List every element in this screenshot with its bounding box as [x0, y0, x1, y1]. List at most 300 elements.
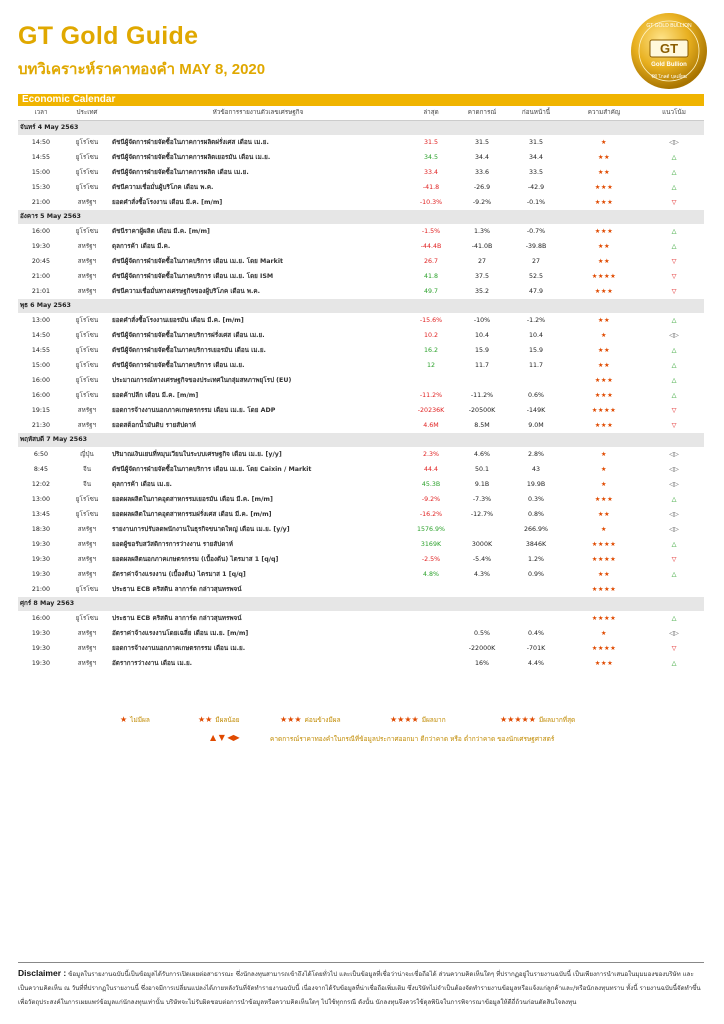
event-country: ยูโรโซน — [75, 377, 99, 384]
legend-item — [390, 715, 446, 725]
event-time: 14:50 — [31, 332, 51, 339]
event-previous: -701K — [526, 645, 546, 652]
table-row — [18, 447, 704, 462]
event-previous: 4.4% — [528, 660, 544, 667]
event-previous: 1.2% — [528, 556, 544, 563]
event-actual: -15.6% — [419, 317, 443, 324]
event-time: 21:00 — [31, 273, 51, 280]
col-country-header: ประเทศ — [64, 106, 110, 121]
event-country: สหรัฐฯ — [77, 407, 97, 414]
event-trend: △ — [671, 377, 677, 384]
event-importance: ★ — [600, 630, 608, 637]
table-row — [18, 269, 704, 284]
table-row — [18, 418, 704, 433]
event-country: สหรัฐฯ — [77, 199, 97, 206]
event-importance: ★ — [600, 466, 608, 473]
event-trend: △ — [671, 169, 677, 176]
table-row — [18, 284, 704, 299]
event-forecast: 34.4 — [474, 154, 490, 161]
table-row — [18, 567, 704, 582]
event-country: สหรัฐฯ — [77, 630, 97, 637]
event-previous: 0.3% — [528, 496, 544, 503]
event-forecast — [456, 611, 508, 626]
event-trend: △ — [671, 392, 677, 399]
logo-thai-text: จีที โกลด์ บุลเลี่ยน — [651, 75, 687, 80]
event-forecast: 27 — [477, 258, 486, 265]
event-time: 12:02 — [31, 481, 51, 488]
event-previous: -42.9 — [527, 184, 545, 191]
event-country: สหรัฐฯ — [77, 556, 97, 563]
event-trend: △ — [671, 243, 677, 250]
event-country: สหรัฐฯ — [77, 243, 97, 250]
trend-legend-note: คาดการณ์ราคาทองคำในกรณีที่ข้อมูลประกาศออกมา ดีกว่าคาด หรือ ต่ำกว่าคาด ของนักเศรษฐศาสตร์ — [270, 735, 555, 743]
event-trend: ▽ — [671, 422, 677, 429]
event-country: ยูโรโซน — [75, 392, 99, 399]
legend-stars: ★ — [120, 715, 128, 724]
event-importance: ★★ — [597, 317, 611, 324]
event-title: ประธาน ECB คริสติน ลาการ์ด กล่าวสุนทรพจน์ — [112, 615, 242, 622]
legend-stars: ★★★★★ — [500, 715, 536, 724]
event-forecast: 50.1 — [474, 466, 490, 473]
table-row — [18, 403, 704, 418]
table-row — [18, 224, 704, 239]
event-importance: ★★★★ — [591, 615, 617, 622]
event-forecast: -22000K — [468, 645, 496, 652]
event-forecast — [456, 522, 508, 537]
event-previous: 0.6% — [528, 392, 544, 399]
event-time: 20:45 — [31, 258, 51, 265]
event-title: ดัชนีความเชื่อมั่นทางเศรษฐกิจของผู้บริโภค เดือน พ.ค. — [112, 288, 261, 295]
event-actual: -16.2% — [419, 511, 443, 518]
event-actual: -2.5% — [421, 556, 441, 563]
event-forecast: 33.6 — [474, 169, 490, 176]
table-row — [18, 537, 704, 552]
event-time: 21:00 — [31, 199, 51, 206]
legend-item — [500, 715, 575, 725]
event-country: ยูโรโซน — [75, 184, 99, 191]
event-time: 21:01 — [31, 288, 51, 295]
event-forecast: -11.2% — [470, 392, 494, 399]
event-actual — [406, 626, 456, 641]
table-row — [18, 656, 704, 671]
event-trend: ▽ — [671, 199, 677, 206]
event-title: ดัชนีความเชื่อมั่นผู้บริโภค เดือน พ.ค. — [112, 184, 214, 191]
event-country: สหรัฐฯ — [77, 660, 97, 667]
legend-stars: ★★★ — [280, 715, 302, 724]
legend-stars: ★★★★ — [390, 715, 419, 724]
event-country: สหรัฐฯ — [77, 541, 97, 548]
event-importance: ★★★ — [594, 288, 614, 295]
event-forecast: -7.3% — [472, 496, 492, 503]
event-importance: ★★ — [597, 243, 611, 250]
event-trend: △ — [671, 615, 677, 622]
economic-calendar-table — [18, 106, 704, 671]
event-trend: ◁▷ — [669, 139, 679, 146]
event-importance: ★★ — [597, 154, 611, 161]
event-time: 13:00 — [31, 317, 51, 324]
event-previous: 15.9 — [528, 347, 544, 354]
event-title: ยอดคำสั่งซื้อโรงงาน เดือน มี.ค. [m/m] — [112, 199, 223, 206]
event-previous: -0.7% — [526, 228, 546, 235]
event-forecast: 15.9 — [474, 347, 490, 354]
event-forecast: 1.3% — [474, 228, 490, 235]
event-country: ยูโรโซน — [75, 154, 99, 161]
event-previous: 52.5 — [528, 273, 544, 280]
event-previous: 10.4 — [528, 332, 544, 339]
day-label: จันทร์ 4 May 2563 — [18, 121, 704, 136]
table-row — [18, 388, 704, 403]
event-time: 16:00 — [31, 377, 51, 384]
event-time: 19:30 — [31, 660, 51, 667]
event-title: ประมาณการณ์ทางเศรษฐกิจของประเทศในกลุ่มสหภาพยุโรป (EU) — [112, 377, 292, 384]
event-importance: ★★★ — [594, 184, 614, 191]
event-country: ยูโรโซน — [75, 586, 99, 593]
table-row — [18, 254, 704, 269]
event-previous: 9.0M — [528, 422, 544, 429]
day-label: พุธ 6 May 2563 — [18, 299, 704, 313]
event-country: สหรัฐฯ — [77, 571, 97, 578]
economic-calendar-band: Economic Calendar — [18, 94, 704, 106]
event-title: อัตราค่าจ้างแรงงาน (เบื้องต้น) ไตรมาส 1 [q/q] — [112, 571, 246, 578]
col-trend-header: แนวโน้ม — [644, 106, 704, 121]
event-time: 16:00 — [31, 615, 51, 622]
event-importance: ★★★★ — [591, 541, 617, 548]
event-forecast: 35.2 — [474, 288, 490, 295]
day-row — [18, 597, 704, 611]
event-importance: ★★★★ — [591, 586, 617, 593]
event-forecast — [456, 373, 508, 388]
table-row — [18, 507, 704, 522]
event-title: ดัชนีผู้จัดการฝ่ายจัดซื้อในภาคการผลิตฝรั่งเศส เดือน เม.ย. — [112, 139, 269, 146]
event-time: 19:30 — [31, 630, 51, 637]
event-forecast: -26.9 — [473, 184, 491, 191]
event-country: สหรัฐฯ — [77, 422, 97, 429]
event-title: อัตราค่าจ้างแรงงานโดยเฉลี่ย เดือน เม.ย. [m/m] — [112, 630, 249, 637]
event-previous: 34.4 — [528, 154, 544, 161]
event-time: 21:30 — [31, 422, 51, 429]
trend-legend — [210, 733, 555, 743]
table-row — [18, 626, 704, 641]
event-country: ยูโรโซน — [75, 362, 99, 369]
event-forecast: -9.2% — [472, 199, 492, 206]
event-forecast: 11.7 — [474, 362, 490, 369]
event-actual: 41.8 — [423, 273, 439, 280]
event-title: รายงานการปรับลดพนักงานในธุรกิจขนาดใหญ่ เดือน เม.ย. [y/y] — [112, 526, 290, 533]
event-trend: △ — [671, 184, 677, 191]
event-trend: ◁▷ — [669, 451, 679, 458]
table-row — [18, 328, 704, 343]
day-row — [18, 299, 704, 313]
legend-item — [198, 715, 240, 725]
event-importance: ★ — [600, 332, 608, 339]
event-country: จีน — [83, 481, 91, 488]
event-previous: 47.9 — [528, 288, 544, 295]
event-importance: ★ — [600, 481, 608, 488]
event-forecast: -10% — [473, 317, 491, 324]
event-title: ปริมาณเงินเยนที่หมุนเวียนในระบบเศรษฐกิจ เดือน เม.ย. [y/y] — [112, 451, 282, 458]
event-trend: ▽ — [671, 645, 677, 652]
event-title: ดัชนีผู้จัดการฝ่ายจัดซื้อในภาคบริการ เดือน เม.ย. โดย Caixin / Markit — [112, 466, 312, 473]
event-previous: 27 — [531, 258, 540, 265]
event-time: 21:00 — [31, 586, 51, 593]
legend-item — [120, 715, 150, 725]
event-previous: 43 — [531, 466, 540, 473]
event-trend: ◁▷ — [669, 481, 679, 488]
legend-label: มีผลน้อย — [215, 716, 240, 724]
event-trend: ◁▷ — [669, 511, 679, 518]
event-forecast: 9.1B — [474, 481, 490, 488]
event-importance: ★★★★ — [591, 645, 617, 652]
event-country: สหรัฐฯ — [77, 258, 97, 265]
table-row — [18, 552, 704, 567]
event-country: ยูโรโซน — [75, 615, 99, 622]
legend-stars: ★★ — [198, 715, 213, 724]
event-actual: -41.8 — [422, 184, 440, 191]
event-title: ยอดการจ้างงานนอกภาคเกษตรกรรม เดือน เม.ย. โดย ADP — [112, 407, 276, 414]
report-title: GT Gold Guide — [18, 22, 199, 50]
event-importance: ★★ — [597, 511, 611, 518]
event-country: ยูโรโซน — [75, 139, 99, 146]
table-row — [18, 462, 704, 477]
event-previous: -0.1% — [526, 199, 546, 206]
gt-gold-bullion-logo — [630, 12, 708, 90]
event-time: 19:30 — [31, 556, 51, 563]
event-title: ยอดผลผลิตนอกภาคเกษตรกรรม (เบื้องต้น) ไตรมาส 1 [q/q] — [112, 556, 279, 563]
event-importance: ★★★ — [594, 392, 614, 399]
event-forecast: 10.4 — [474, 332, 490, 339]
event-importance: ★ — [600, 139, 608, 146]
event-trend: △ — [671, 347, 677, 354]
event-title: ยอดผู้ขอรับสวัสดิการการว่างงาน รายสัปดาห์ — [112, 541, 233, 548]
event-actual — [406, 582, 456, 597]
trend-legend-symbols: ▲ ▼ ◀▶ — [210, 733, 240, 742]
event-importance: ★★★ — [594, 422, 614, 429]
table-header-row — [18, 106, 704, 121]
event-importance: ★ — [600, 526, 608, 533]
logo-bottom-text: Gold Bullion — [651, 62, 687, 68]
event-title: ยอดการจ้างงานนอกภาคเกษตรกรรม เดือน เม.ย. — [112, 645, 246, 652]
event-importance: ★★ — [597, 169, 611, 176]
event-importance: ★★★ — [594, 660, 614, 667]
event-importance: ★★★ — [594, 199, 614, 206]
table-row — [18, 611, 704, 626]
event-forecast: 4.3% — [474, 571, 490, 578]
table-row — [18, 582, 704, 597]
event-title: ยอดค้าปลีก เดือน มี.ค. [m/m] — [112, 392, 199, 399]
event-title: ยอดผลผลิตในภาคอุตสาหกรรมฝรั่งเศส เดือน มี.ค. [m/m] — [112, 511, 272, 518]
event-actual: -1.5% — [421, 228, 441, 235]
event-previous — [508, 373, 564, 388]
event-trend: △ — [671, 571, 677, 578]
event-previous — [508, 582, 564, 597]
event-importance: ★★ — [597, 347, 611, 354]
event-time: 19:30 — [31, 645, 51, 652]
event-forecast: 4.6% — [474, 451, 490, 458]
event-time: 15:00 — [31, 169, 51, 176]
col-forecast-header: คาดการณ์ — [456, 106, 508, 121]
table-row — [18, 239, 704, 254]
event-trend: ◁▷ — [669, 466, 679, 473]
table-row — [18, 195, 704, 210]
event-country: ยูโรโซน — [75, 228, 99, 235]
table-row — [18, 641, 704, 656]
report-subtitle: บทวิเคราะห์ราคาทองคำ MAY 8, 2020 — [18, 61, 266, 78]
table-row — [18, 358, 704, 373]
event-time: 19:30 — [31, 243, 51, 250]
disclaimer-label: Disclaimer : — [18, 968, 67, 978]
table-row — [18, 313, 704, 328]
event-country: จีน — [83, 466, 91, 473]
event-title: อัตราการว่างงาน เดือน เม.ย. — [112, 660, 193, 667]
event-country: ยูโรโซน — [75, 347, 99, 354]
event-forecast: -5.4% — [472, 556, 492, 563]
event-previous: 19.9B — [526, 481, 546, 488]
event-previous: 3846K — [525, 541, 547, 548]
event-previous: 31.5 — [528, 139, 544, 146]
event-time: 19:30 — [31, 571, 51, 578]
event-trend: ◁▷ — [669, 526, 679, 533]
event-trend: ◁▷ — [669, 332, 679, 339]
table-row — [18, 165, 704, 180]
event-trend: △ — [671, 660, 677, 667]
event-time: 19:15 — [31, 407, 51, 414]
event-previous: 0.9% — [528, 571, 544, 578]
event-time: 13:45 — [31, 511, 51, 518]
event-trend: ▽ — [671, 273, 677, 280]
event-actual: 3169K — [420, 541, 442, 548]
col-time-header: เวลา — [18, 106, 64, 121]
event-importance: ★★★★ — [591, 273, 617, 280]
event-trend: △ — [671, 496, 677, 503]
event-title: ดัชนีราคาผู้ผลิต เดือน มี.ค. [m/m] — [112, 228, 210, 235]
day-label: อังคาร 5 May 2563 — [18, 210, 704, 224]
event-actual: 4.6M — [423, 422, 439, 429]
table-row — [18, 180, 704, 195]
col-importance-header: ความสำคัญ — [564, 106, 644, 121]
event-previous: 0.8% — [528, 511, 544, 518]
day-row — [18, 433, 704, 447]
event-time: 14:50 — [31, 139, 51, 146]
disclaimer-text: ข้อมูลในรายงานฉบับนี้เป็นข้อมูลได้รับการเปิดเผยต่อสาธารณะ ซึ่งนักลงทุนสามารถเข้าถึงได้โดยทั่วไป และเป็นข้อมูลที่เชื่อว่าน่าจะเชื่อถือได้ ส่วนความคิดเห็นใดๆ ที่ปรากฏอยู่ในรายงานฉบับนี้ เป็นเพียงการนำเสนอในมุมมองของบริษัท และเป็นความคิดเห็น ณ วันที่ที่ปรากฏในรายงานนี้ ซึ่งอาจมีการเปลี่ยนแปลงได้ภายหลังวันที่จัดทำรายงานฉบับนี้ เนื่องจากได้รับข้อมูลที่น่าเชื่อถือเพิ่มเติม ซึ่งบริษัทไม่จำเป็นต้องจัดทำรายงานข้อมูลหรือแจ้งแก่ลูกค้าและ/หรือนักลงทุนทราบ ทั้งนี้ รายงานฉบับนี้จัดทำขึ้นเพื่อวัตถุประสงค์ในการเผยแพร่ข้อมูลแก่นักลงทุนเท่านั้น บริษัทจะไม่รับผิดชอบต่อการนำข้อมูลหรือความคิดเห็นใดๆ ไปใช้ทุกกรณี ดังนั้น นักลงทุนจึงควรใช้ดุลพินิจในการพิจารณาข้อมูลให้ดีถี่ถ้วนก่อนตัดสินใจลงทุน — [18, 971, 701, 1006]
event-actual: 44.4 — [423, 466, 439, 473]
col-actual-header: ล่าสุด — [406, 106, 456, 121]
event-title: ยอดคำสั่งซื้อโรงงานเยอรมัน เดือน มี.ค. [m/m] — [112, 317, 244, 324]
event-time: 13:00 — [31, 496, 51, 503]
table-row — [18, 135, 704, 150]
event-importance: ★★ — [597, 362, 611, 369]
event-previous: 0.4% — [528, 630, 544, 637]
event-importance: ★★★ — [594, 377, 614, 384]
event-actual: 45.3B — [421, 481, 441, 488]
event-country: สหรัฐฯ — [77, 526, 97, 533]
event-country: สหรัฐฯ — [77, 288, 97, 295]
event-actual: 34.5 — [423, 154, 439, 161]
event-title: ดัชนีผู้จัดการฝ่ายจัดซื้อในภาคบริการฝรั่งเศส เดือน เม.ย. — [112, 332, 265, 339]
event-importance: ★★★★ — [591, 407, 617, 414]
event-time: 19:30 — [31, 541, 51, 548]
event-actual — [406, 641, 456, 656]
legend-label: มีผลมาก — [421, 716, 446, 724]
event-trend: △ — [671, 228, 677, 235]
footer-divider — [18, 962, 704, 963]
col-event-header: หัวข้อการรายงานตัวเลขเศรษฐกิจ — [110, 106, 406, 121]
event-country: ยูโรโซน — [75, 496, 99, 503]
event-actual: -11.2% — [419, 392, 443, 399]
table-row — [18, 522, 704, 537]
event-title: ดุลการค้า เดือน มี.ค. — [112, 243, 171, 250]
event-time: 16:00 — [31, 228, 51, 235]
logo-ring-text: GT GOLD BULLION — [646, 23, 692, 29]
event-title: ดัชนีผู้จัดการฝ่ายจัดซื้อในภาคบริการ เดือน เม.ย. — [112, 362, 245, 369]
event-time: 15:00 — [31, 362, 51, 369]
event-country: ยูโรโซน — [75, 332, 99, 339]
event-actual: -9.2% — [421, 496, 441, 503]
event-country: ยูโรโซน — [75, 317, 99, 324]
table-row — [18, 373, 704, 388]
legend-item — [280, 715, 341, 725]
event-title: ดัชนีผู้จัดการฝ่ายจัดซื้อในภาคการผลิตเยอรมัน เดือน เม.ย. — [112, 154, 271, 161]
event-actual: -10.3% — [419, 199, 443, 206]
col-previous-header: ก่อนหน้านี้ — [508, 106, 564, 121]
event-forecast: -41.0B — [471, 243, 493, 250]
legend-label: มีผลมากที่สุด — [538, 716, 576, 724]
legend-label: ไม่มีผล — [130, 716, 150, 724]
event-country: ยูโรโซน — [75, 169, 99, 176]
event-previous: -149K — [526, 407, 546, 414]
event-trend: △ — [671, 541, 677, 548]
event-previous — [508, 611, 564, 626]
event-trend: ▽ — [671, 288, 677, 295]
event-forecast: 31.5 — [474, 139, 490, 146]
event-title: ดัชนีผู้จัดการฝ่ายจัดซื้อในภาคบริการ เดือน เม.ย. โดย ISM — [112, 273, 274, 280]
day-label: พฤหัสบดี 7 May 2563 — [18, 433, 704, 447]
event-time: 16:00 — [31, 392, 51, 399]
calendar-body — [18, 121, 704, 672]
event-previous: -39.8B — [525, 243, 547, 250]
event-forecast — [456, 582, 508, 597]
event-actual: 33.4 — [423, 169, 439, 176]
event-title: ยอดสต็อกน้ำมันดิบ รายสัปดาห์ — [112, 422, 196, 429]
event-country: สหรัฐฯ — [77, 645, 97, 652]
event-trend — [644, 582, 704, 597]
event-actual: -44.4B — [420, 243, 442, 250]
table-row — [18, 150, 704, 165]
event-trend: ▽ — [671, 258, 677, 265]
disclaimer — [18, 966, 704, 1010]
event-actual: -20236K — [417, 407, 445, 414]
event-trend: ▽ — [671, 556, 677, 563]
event-importance: ★★ — [597, 258, 611, 265]
event-forecast: -12.7% — [470, 511, 494, 518]
event-actual — [406, 656, 456, 671]
legend-label: ค่อนข้างมีผล — [304, 716, 341, 724]
event-actual: 12 — [426, 362, 435, 369]
event-time: 18:30 — [31, 526, 51, 533]
event-title: ดัชนีผู้จัดการฝ่ายจัดซื้อในภาคการผลิต เดือน เม.ย. — [112, 169, 249, 176]
event-trend: ◁▷ — [669, 630, 679, 637]
day-row — [18, 121, 704, 136]
table-row — [18, 477, 704, 492]
event-trend: △ — [671, 362, 677, 369]
event-forecast: 16% — [475, 660, 489, 667]
event-time: 14:55 — [31, 154, 51, 161]
event-time: 6:50 — [33, 451, 49, 458]
event-time: 15:30 — [31, 184, 51, 191]
event-previous: 33.5 — [528, 169, 544, 176]
event-title: ประธาน ECB คริสติน ลาการ์ด กล่าวสุนทรพจน์ — [112, 586, 242, 593]
event-actual — [406, 373, 456, 388]
event-title: ยอดผลผลิตในภาคอุตสาหกรรมเยอรมัน เดือน มี.ค. [m/m] — [112, 496, 273, 503]
